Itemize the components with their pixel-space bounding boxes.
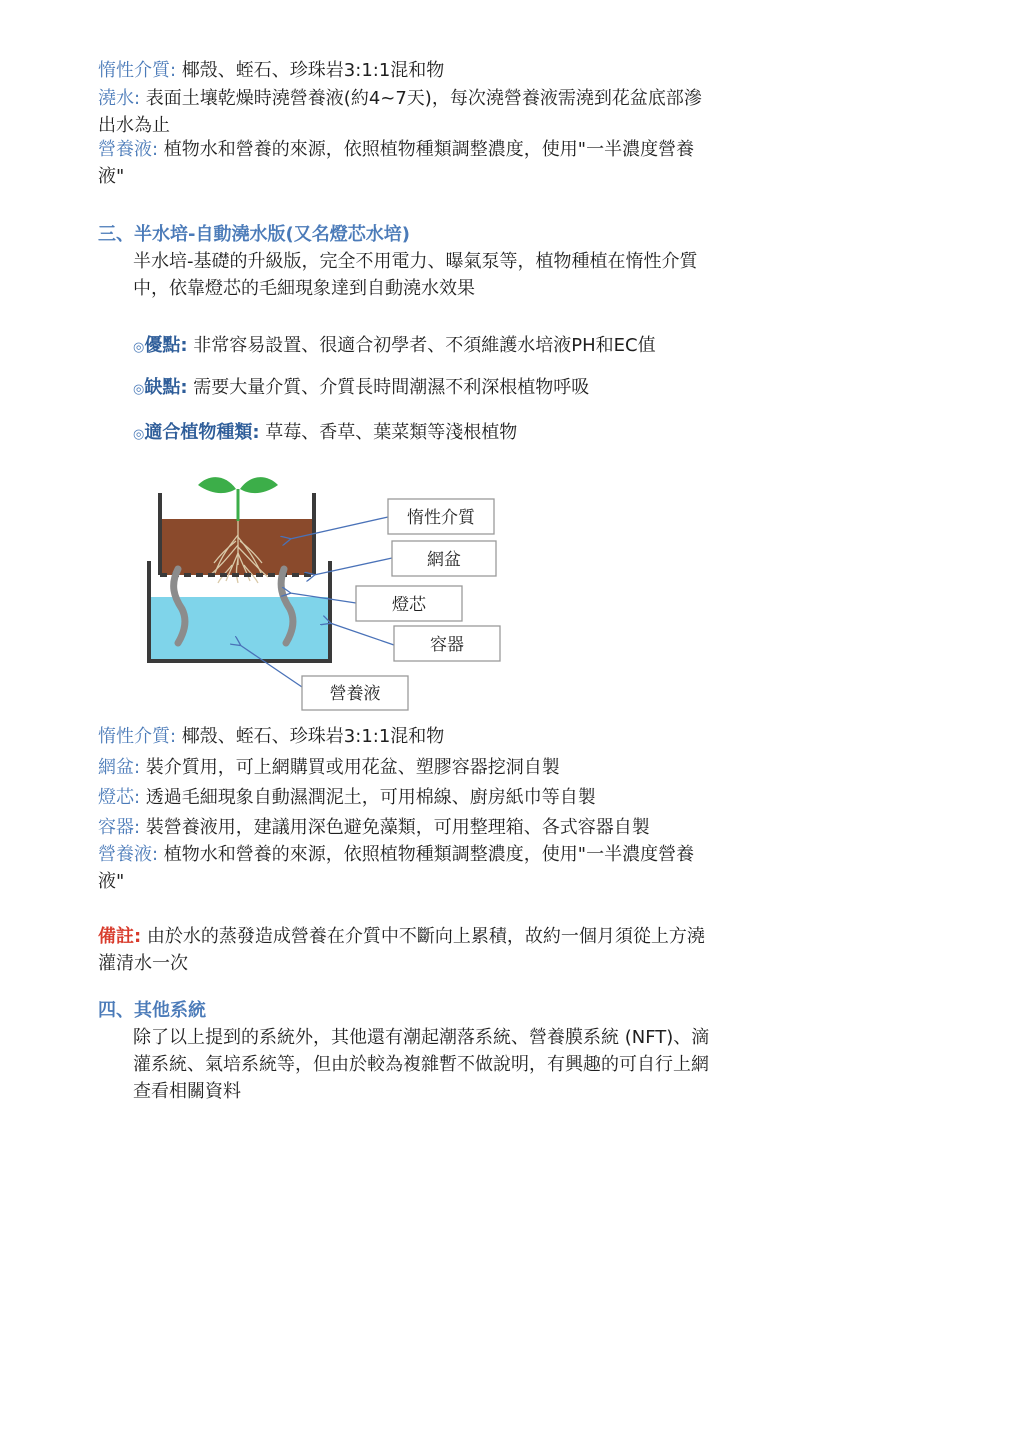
term-description-cont: 液" bbox=[98, 166, 125, 187]
term-description: 透過毛細現象自動濕潤泥土，可用棉線、廚房紙巾等自製 bbox=[140, 787, 596, 808]
label-container bbox=[394, 626, 500, 661]
label-container-text: 容器 bbox=[430, 635, 464, 655]
list-item-nutrient bbox=[98, 136, 798, 163]
term-label: 惰性介質: bbox=[98, 726, 177, 747]
term-label: 網盆: bbox=[98, 757, 141, 778]
list-item-watering-cont bbox=[98, 112, 798, 139]
bullet-term: 缺點: bbox=[144, 377, 188, 398]
term-label: 營養液: bbox=[98, 139, 159, 160]
term-label: 燈芯: bbox=[98, 787, 141, 808]
arrow-net-pot bbox=[314, 558, 392, 575]
list-item-nutrient-cont bbox=[98, 163, 798, 190]
bullet-icon: ◎ bbox=[133, 427, 145, 442]
note-cont bbox=[98, 950, 798, 977]
list-item-medium bbox=[98, 57, 798, 84]
seedling-icon bbox=[198, 477, 278, 521]
note-text-cont: 灌清水一次 bbox=[98, 953, 188, 974]
term-description: 植物水和營養的來源，依照植物種類調整濃度，使用"一半濃度營養 bbox=[158, 844, 695, 865]
bullet-text: 非常容易設置、很適合初學者、不須維護水培液PH和EC值 bbox=[187, 335, 656, 356]
section3-heading: 三、半水培-自動澆水版(又名燈芯水培) bbox=[98, 224, 410, 245]
label-wick bbox=[356, 586, 462, 621]
term-description-cont: 出水為止 bbox=[98, 115, 170, 136]
term-description: 裝營養液用，建議用深色避免藻類，可用整理箱、各式容器自製 bbox=[140, 817, 650, 838]
bullet-icon: ◎ bbox=[133, 382, 145, 397]
bullet-term: 優點: bbox=[144, 335, 188, 356]
nutrient-solution bbox=[149, 597, 330, 660]
term-description: 椰殼、蛭石、珍珠岩3:1:1混和物 bbox=[176, 726, 445, 747]
label-wick-text: 燈芯 bbox=[392, 595, 426, 615]
term-description: 裝介質用，可上網購買或用花盆、塑膠容器挖洞自製 bbox=[140, 757, 560, 778]
list-item-nutrient-2 bbox=[98, 841, 798, 868]
bullet-cons bbox=[133, 374, 833, 403]
wick-hydroponics-diagram bbox=[0, 465, 1024, 725]
label-net-pot bbox=[392, 541, 496, 576]
list-item-net-pot bbox=[98, 754, 798, 781]
section4-line3: 查看相關資料 bbox=[133, 1081, 241, 1102]
list-item-medium-2 bbox=[98, 723, 798, 750]
section4-heading: 四、其他系統 bbox=[98, 1000, 206, 1021]
bullet-text: 需要大量介質、介質長時間潮濕不利深根植物呼吸 bbox=[187, 377, 590, 398]
label-medium-text: 惰性介質 bbox=[407, 508, 475, 528]
note-label: 備註: bbox=[98, 926, 142, 947]
arrow-container bbox=[330, 623, 394, 645]
term-label: 澆水: bbox=[98, 88, 141, 109]
section3-intro-line1: 半水培-基礎的升級版，完全不用電力、曝氣泵等，植物種植在惰性介質 bbox=[133, 251, 698, 272]
label-nutrient bbox=[302, 676, 408, 710]
term-description-cont: 液" bbox=[98, 871, 125, 892]
term-label: 容器: bbox=[98, 817, 141, 838]
term-description: 表面土壤乾燥時澆營養液(約4~7天)，每次澆營養液需澆到花盆底部滲 bbox=[140, 88, 702, 109]
bullet-icon: ◎ bbox=[133, 340, 145, 355]
section3-intro-line2: 中，依靠燈芯的毛細現象達到自動澆水效果 bbox=[133, 278, 475, 299]
bullet-suitable-plants bbox=[133, 419, 833, 448]
list-item-wick bbox=[98, 784, 798, 811]
label-medium bbox=[388, 499, 494, 534]
bullet-term: 適合植物種類: bbox=[144, 422, 260, 443]
list-item-nutrient-2-cont bbox=[98, 868, 798, 895]
section4-line1: 除了以上提到的系統外，其他還有潮起潮落系統、營養膜系統 (NFT)、滴 bbox=[133, 1027, 710, 1048]
list-item-container bbox=[98, 814, 798, 841]
list-item-watering bbox=[98, 85, 798, 112]
term-label: 惰性介質: bbox=[98, 60, 177, 81]
term-description: 椰殼、蛭石、珍珠岩3:1:1混和物 bbox=[176, 60, 445, 81]
term-description: 植物水和營養的來源，依照植物種類調整濃度，使用"一半濃度營養 bbox=[158, 139, 695, 160]
term-label: 營養液: bbox=[98, 844, 159, 865]
note bbox=[98, 923, 798, 950]
section4-line2: 灌系統、氣培系統等，但由於較為複雜暫不做說明，有興趣的可自行上網 bbox=[133, 1054, 709, 1075]
label-nutrient-text: 營養液 bbox=[329, 684, 381, 704]
note-text: 由於水的蒸發造成營養在介質中不斷向上累積，故約一個月須從上方澆 bbox=[141, 926, 705, 947]
bullet-pros bbox=[133, 332, 833, 361]
bullet-text: 草莓、香草、葉菜類等淺根植物 bbox=[259, 422, 518, 443]
label-net-pot-text: 網盆 bbox=[427, 550, 461, 570]
